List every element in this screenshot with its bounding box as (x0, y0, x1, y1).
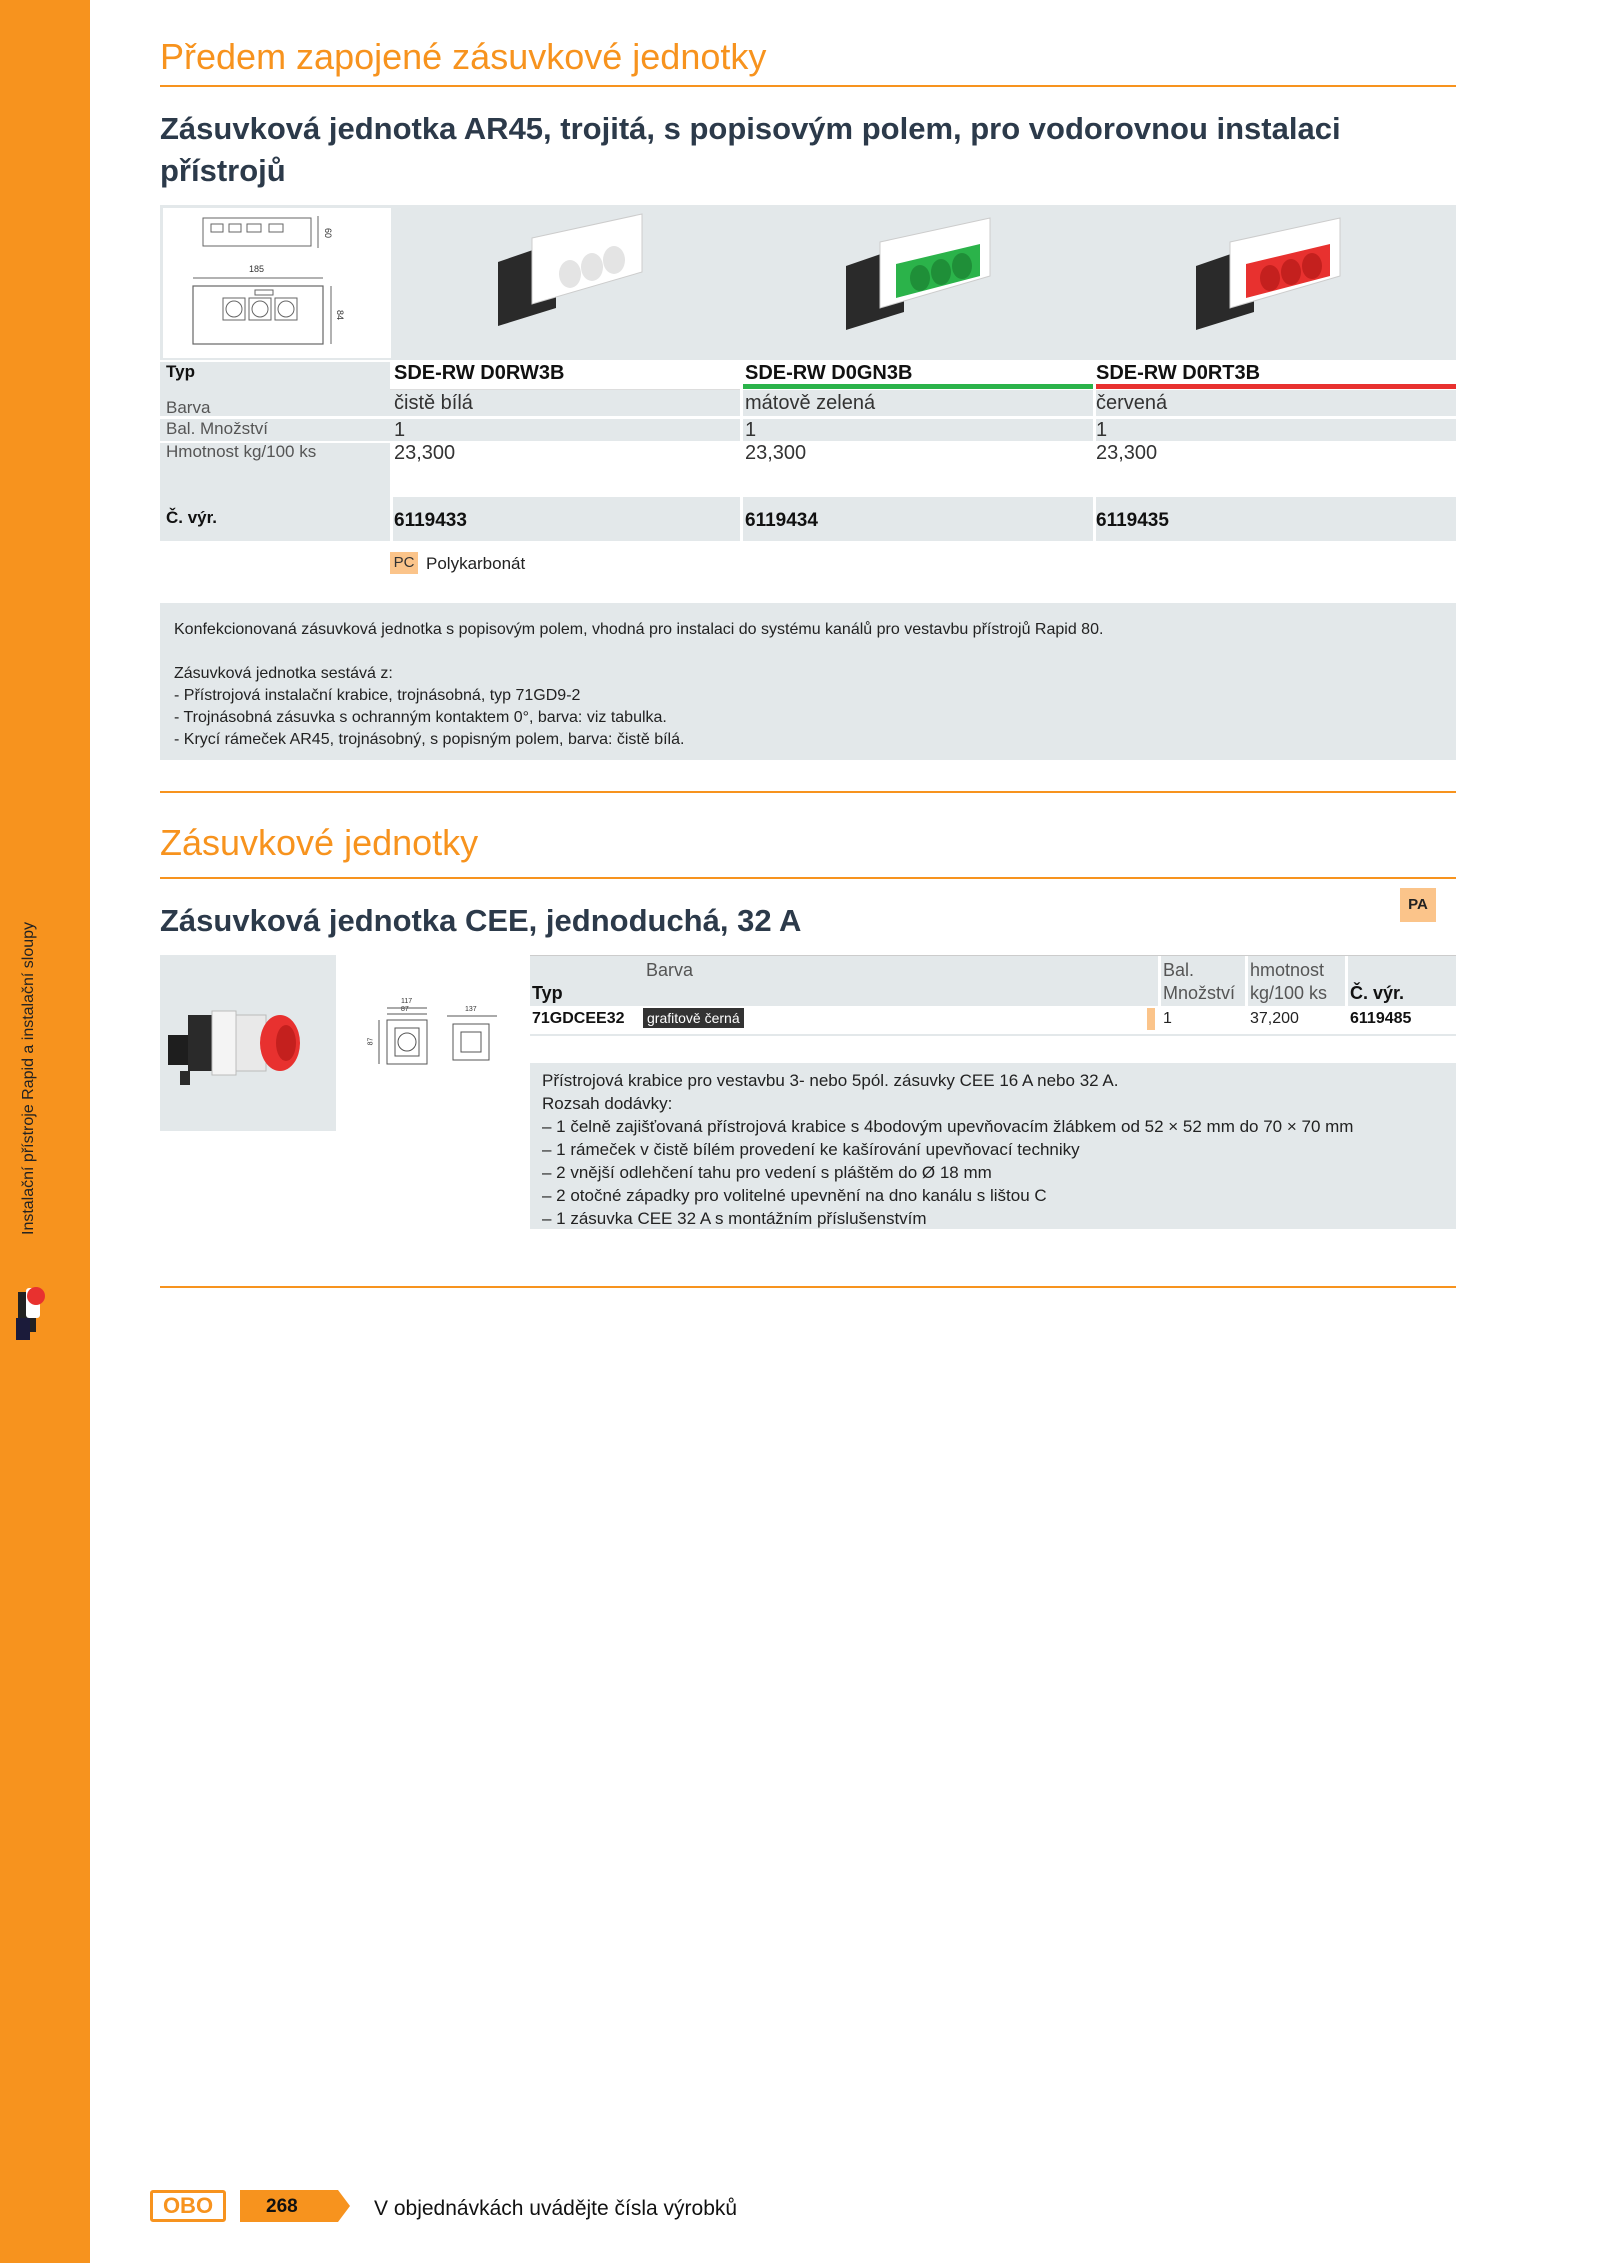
dim-b: 87 (401, 1006, 409, 1013)
color-col3: červená (1096, 392, 1168, 414)
description-intro: Konfekcionovaná zásuvková jednotka s popisovým polem, vhodná pro instalaci do systému kanálů pro vestavbu přístrojů Rapid 80. (174, 621, 1104, 638)
section-divider (160, 791, 1456, 793)
artno-col3: 6119435 (1096, 510, 1169, 531)
weight-col1: 23,300 (394, 442, 456, 464)
type-col3: SDE-RW D0RT3B (1096, 362, 1261, 384)
sidebar-band (0, 0, 90, 2263)
dim-a: 117 (401, 998, 413, 1005)
footer-note: V objednávkách uvádějte čísla výrobků (374, 2197, 738, 2220)
label-qty: Bal. Množství (166, 419, 269, 438)
page-number: 268 (266, 2196, 298, 2217)
cee-description-item: – 1 čelně zajišťovaná přístrojová krabice s 4bodovým upevňovacím žlábkem od 52 × 52 mm do 70 × 70 mm (542, 1117, 1354, 1136)
cee-description-item: – 2 otočné západky pro volitelné upevnění na dno kanálu s lištou C (542, 1186, 1047, 1205)
dim-width: 185 (249, 264, 265, 274)
row-artno: 6119485 (1350, 1010, 1412, 1027)
description-consists: Zásuvková jednotka sestává z: (174, 665, 393, 682)
product-photo-red (1190, 212, 1360, 332)
product-photo-white (492, 208, 662, 328)
header-color: Barva (646, 960, 694, 980)
description-item: - Přístrojová instalační krabice, trojnásobná, typ 71GD9-2 (174, 687, 581, 704)
dim-depth: 60 (323, 227, 334, 239)
type-col2: SDE-RW D0GN3B (745, 362, 913, 384)
cee-description-item: – 2 vnější odlehčení tahu pro vedení s pláštěm do Ø 18 mm (542, 1163, 992, 1182)
type-col1: SDE-RW D0RW3B (394, 362, 565, 384)
section-divider (160, 85, 1456, 87)
qty-col1: 1 (394, 419, 406, 441)
sidebar-label: Instalační přístroje Rapid a instalační sloupy (20, 921, 37, 1235)
product-photo-panel (160, 955, 336, 1131)
label-weight: Hmotnost kg/100 ks (166, 442, 317, 461)
row-qty: 1 (1163, 1010, 1172, 1027)
header-weight-1: hmotnost (1250, 960, 1325, 980)
description-item: - Trojnásobná zásuvka s ochranným kontaktem 0°, barva: viz tabulka. (174, 709, 667, 726)
color-col2: mátově zelená (745, 392, 876, 414)
material-badge: PA (1400, 888, 1436, 922)
dim-d: 87 (367, 1037, 375, 1046)
color-col1: čistě bílá (394, 392, 473, 414)
description-panel (160, 603, 1456, 760)
swatch-red (1096, 384, 1456, 389)
row-type: 71GDCEE32 (532, 1010, 625, 1027)
label-artno: Č. výr. (166, 508, 218, 527)
cee-description-line2: Rozsah dodávky: (542, 1094, 673, 1113)
qty-col3: 1 (1096, 419, 1108, 441)
cee-description-item: – 1 zásuvka CEE 32 A s montážním příslušenstvím (542, 1209, 927, 1228)
section-title: Zásuvkové jednotky (160, 822, 479, 863)
artno-col1: 6119433 (394, 510, 467, 531)
cee-socket-photo (160, 955, 336, 1131)
obo-logo: OBO (150, 2190, 226, 2222)
description-item: - Krycí rámeček AR45, trojnásobný, s popisným polem, barva: čistě bílá. (174, 731, 685, 748)
section-title: Předem zapojené zásuvkové jednotky (160, 36, 767, 77)
row-weight: 37,200 (1250, 1010, 1299, 1027)
label-color: Barva (166, 398, 211, 417)
product-thumbnail-icon (14, 1278, 48, 1346)
header-weight-2: kg/100 ks (1250, 983, 1328, 1003)
qty-col2: 1 (745, 419, 757, 441)
material-marker (1147, 1008, 1155, 1030)
section-divider (160, 877, 1456, 879)
header-qty-1: Bal. (1163, 960, 1195, 980)
material-badge: PC (390, 552, 418, 574)
dim-height: 84 (335, 309, 346, 321)
material-name: Polykarbonát (426, 554, 526, 573)
color-badge: grafitově černá (643, 1008, 744, 1028)
product-title: Zásuvková jednotka AR45, trojitá, s popisovým polem, pro vodorovnou instalaci přístrojů (160, 111, 1341, 188)
header-artno: Č. výr. (1350, 983, 1405, 1003)
cee-dimension-drawing (357, 998, 509, 1078)
dim-c: 137 (465, 1006, 477, 1013)
product-title: Zásuvková jednotka CEE, jednoduchá, 32 A (160, 903, 802, 938)
header-qty-2: Množství (1163, 983, 1236, 1003)
weight-col2: 23,300 (745, 442, 807, 464)
artno-col2: 6119434 (745, 510, 818, 531)
dimension-drawing (163, 208, 391, 358)
section-divider (160, 1286, 1456, 1288)
label-type: Typ (166, 362, 195, 381)
page-number-tab (240, 2190, 350, 2222)
cee-description-line1: Přístrojová krabice pro vestavbu 3- nebo 5pól. zásuvky CEE 16 A nebo 32 A. (542, 1071, 1119, 1090)
cee-description-panel (530, 1063, 1456, 1229)
weight-col3: 23,300 (1096, 442, 1158, 464)
swatch-green (743, 384, 1093, 389)
cee-description-item: – 1 rámeček v čistě bílém provedení ke kašírování upevňovací techniky (542, 1140, 1080, 1159)
product-photo-green (840, 212, 1010, 332)
header-type: Typ (532, 983, 563, 1003)
